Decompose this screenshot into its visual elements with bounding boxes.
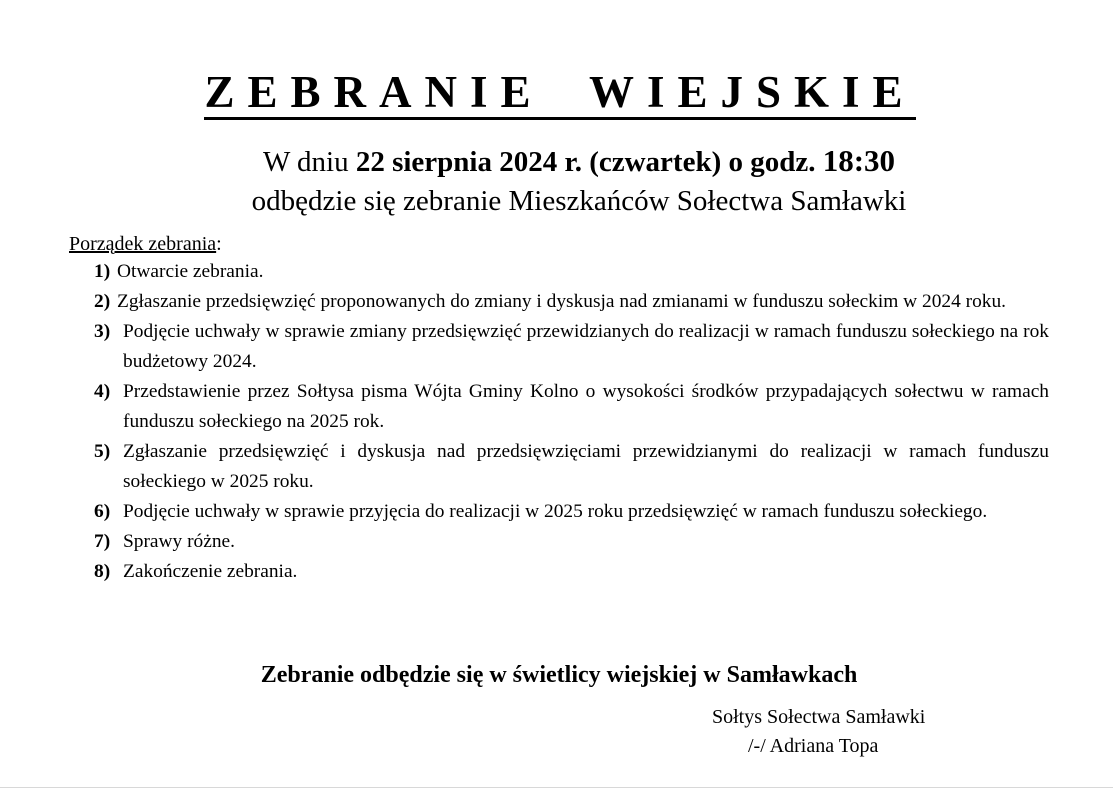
announcement-date: 22 sierpnia 2024 r. (czwartek) o godz. xyxy=(355,146,823,178)
agenda-item-4 xyxy=(94,377,1049,437)
agenda-item-1 xyxy=(94,257,1049,287)
agenda-item-number: 6) xyxy=(94,501,111,522)
agenda-item-text: Podjęcie uchwały w sprawie zmiany przedsięwzięć przewidzianych do realizacji w ramach funduszu sołeckiego na rok budżetowy 2024. xyxy=(123,321,1049,372)
agenda-item-number: 4) xyxy=(94,381,111,402)
agenda-item-5 xyxy=(94,437,1049,497)
agenda-heading-colon: : xyxy=(216,233,222,255)
announcement-date-line xyxy=(0,143,1113,180)
agenda-item-3 xyxy=(94,317,1049,377)
agenda-item-text: Zgłaszanie przedsięwzięć proponowanych do zmiany i dyskusja nad zmianami w funduszu sołeckim w 2024 roku. xyxy=(117,291,1007,312)
agenda-item-text: Otwarcie zebrania. xyxy=(117,261,264,282)
agenda-item-text: Przedstawienie przez Sołtysa pisma Wójta Gminy Kolno o wysokości środków przypadających sołectwu w ramach funduszu sołeckiego na 2025 rok. xyxy=(123,381,1049,432)
page-bottom-divider xyxy=(0,787,1113,788)
announcement-time: 18:30 xyxy=(822,143,896,178)
page-title-text: ZEBRANIE WIEJSKIE xyxy=(204,67,915,120)
agenda-item-2 xyxy=(94,287,1049,317)
agenda-item-number: 5) xyxy=(94,441,111,462)
agenda-item-number: 3) xyxy=(94,321,111,342)
signature-role: Sołtys Sołectwa Samławki xyxy=(712,706,926,728)
agenda-item-6 xyxy=(94,497,1049,527)
page-title xyxy=(0,66,1113,118)
agenda-item-number: 7) xyxy=(94,531,111,552)
agenda-heading-text: Porządek zebrania xyxy=(69,233,217,255)
agenda-item-number: 2) xyxy=(94,291,111,312)
agenda-item-number: 8) xyxy=(94,561,111,582)
signature-name: /-/ Adriana Topa xyxy=(748,735,879,757)
agenda-item-text: Zgłaszanie przedsięwzięć i dyskusja nad przedsięwzięciami przewidzianymi do realizacji w ramach funduszu sołeckiego w 2025 roku. xyxy=(123,441,1049,492)
agenda-item-8 xyxy=(94,557,1049,587)
agenda-item-7 xyxy=(94,527,1049,557)
agenda-list xyxy=(94,257,1049,587)
agenda-item-number: 1) xyxy=(94,261,111,282)
announcement-subject-line: odbędzie się zebranie Mieszkańców Sołectwa Samławki xyxy=(251,185,907,217)
agenda-heading xyxy=(69,232,222,256)
agenda-item-text: Sprawy różne. xyxy=(123,531,235,552)
agenda-item-text: Podjęcie uchwały w sprawie przyjęcia do realizacji w 2025 roku przedsięwzięć w ramach funduszu sołeckiego. xyxy=(123,501,988,522)
agenda-item-text: Zakończenie zebrania. xyxy=(123,561,298,582)
announcement-prefix: W dniu xyxy=(262,146,356,178)
venue-statement: Zebranie odbędzie się w świetlicy wiejskiej w Samławkach xyxy=(260,662,858,688)
